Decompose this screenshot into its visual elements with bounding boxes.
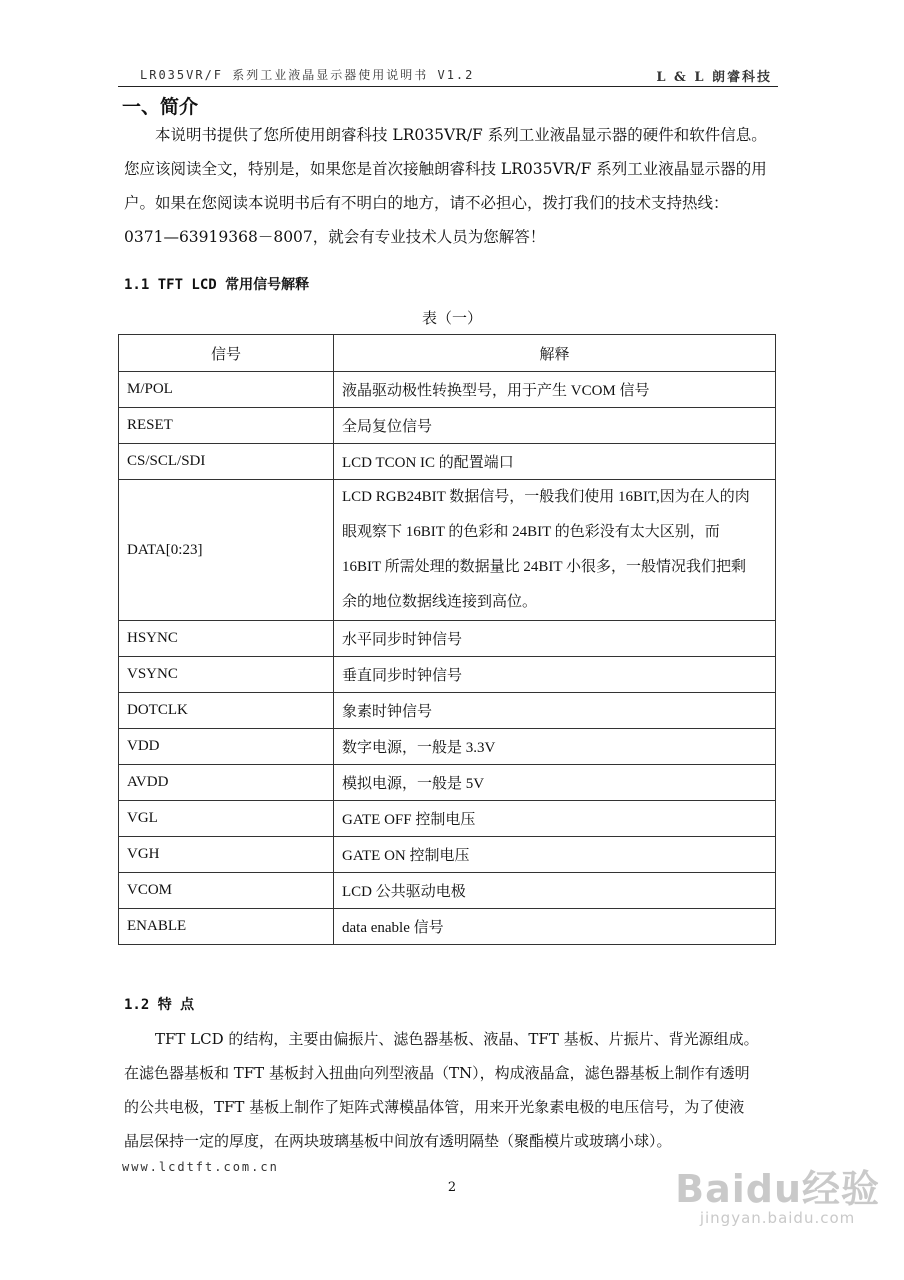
signal-description: 全局复位信号 [334,408,776,444]
description-line: 16BIT 所需处理的数据量比 24BIT 小很多，一般情况我们把剩 [342,559,747,575]
signal-description: GATE ON 控制电压 [334,837,776,873]
table-row [119,693,776,729]
page-number: 2 [447,1180,457,1195]
section-title-signals: 1.1 TFT LCD 常用信号解释 [124,277,310,293]
signal-name: VGH [119,837,334,873]
table-row [119,372,776,408]
footer-url: www.lcdtft.com.cn [122,1160,279,1174]
header-description: 解释 [334,335,776,372]
table-row [119,621,776,657]
features-line: 的公共电极，TFT 基板上制作了矩阵式薄模晶体管，用来开光象素电极的电压信号，为了使液 [124,1098,745,1116]
signal-name: VGL [119,801,334,837]
description-line: 余的地位数据线连接到高位。 [342,594,538,610]
page-header [118,64,778,87]
intro-line: 本说明书提供了您所使用朗睿科技 LR035VR/F 系列工业液晶显示器的硬件和软件信息。 [155,126,767,144]
signal-description: LCD 公共驱动电极 [334,873,776,909]
signal-name: RESET [119,408,334,444]
features-line: TFT LCD 的结构，主要由偏振片、滤色器基板、液晶、TFT 基板、片振片、背光源组成。 [155,1030,759,1048]
features-paragraph [124,1022,784,1158]
signal-description: 数字电源，一般是 3.3V [334,729,776,765]
signal-name: DOTCLK [119,693,334,729]
intro-line: 0371—63919368－8007，就会有专业技术人员为您解答！ [124,228,546,246]
signal-table [118,334,776,945]
table-row [119,765,776,801]
signal-name: VCOM [119,873,334,909]
signal-description: GATE OFF 控制电压 [334,801,776,837]
intro-paragraph [124,118,784,254]
signal-description: 象素时钟信号 [334,693,776,729]
signal-description: 模拟电源，一般是 5V [334,765,776,801]
signal-name: ENABLE [119,909,334,945]
table-caption: 表（一） [421,309,482,327]
table-row [119,444,776,480]
table-row [119,408,776,444]
features-line: 在滤色器基板和 TFT 基板封入扭曲向列型液晶（TN），构成液晶盒，滤色器基板上制作有透明 [124,1064,750,1082]
features-line: 晶层保持一定的厚度，在两块玻璃基板中间放有透明隔垫（聚酯模片或玻璃小球）。 [124,1132,672,1150]
table-header-row [119,335,776,372]
table-row [119,801,776,837]
signal-name: AVDD [119,765,334,801]
intro-line: 您应该阅读全文，特别是，如果您是首次接触朗睿科技 LR035VR/F 系列工业液晶显示器的用 [124,160,767,178]
description-line: LCD RGB24BIT 数据信号，一般我们使用 16BIT,因为在人的肉 [342,489,750,505]
signal-description [334,480,776,621]
baidu-watermark [675,1158,880,1227]
signal-name: CS/SCL/SDI [119,444,334,480]
watermark-logo: Baidu经验 [675,1167,880,1211]
description-line: 眼观察下 16BIT 的色彩和 24BIT 的色彩没有太大区别，而 [342,524,720,540]
table-row [119,480,776,621]
signal-description: 垂直同步时钟信号 [334,657,776,693]
signal-name: VDD [119,729,334,765]
header-document-title: LR035VR/F 系列工业液晶显示器使用说明书 V1.2 [140,68,475,82]
header-company: L & L 朗睿科技 [656,70,772,85]
signal-name: HSYNC [119,621,334,657]
signal-description: LCD TCON IC 的配置端口 [334,444,776,480]
signal-name: M/POL [119,372,334,408]
intro-line: 户。如果在您阅读本说明书后有不明白的地方，请不必担心，拨打我们的技术支持热线： [124,194,729,212]
table-row [119,729,776,765]
table-row [119,909,776,945]
signal-description: 液晶驱动极性转换型号，用于产生 VCOM 信号 [334,372,776,408]
signal-description: data enable 信号 [334,909,776,945]
signal-name: VSYNC [119,657,334,693]
section-title-features: 1.2 特 点 [124,997,195,1013]
table-row [119,657,776,693]
signal-description: 水平同步时钟信号 [334,621,776,657]
table-row [119,873,776,909]
table-row [119,837,776,873]
watermark-url: jingyan.baidu.com [699,1209,856,1227]
header-signal: 信号 [119,335,334,372]
signal-name: DATA[0:23] [119,480,334,621]
section-title-intro: 一、简介 [122,96,199,118]
